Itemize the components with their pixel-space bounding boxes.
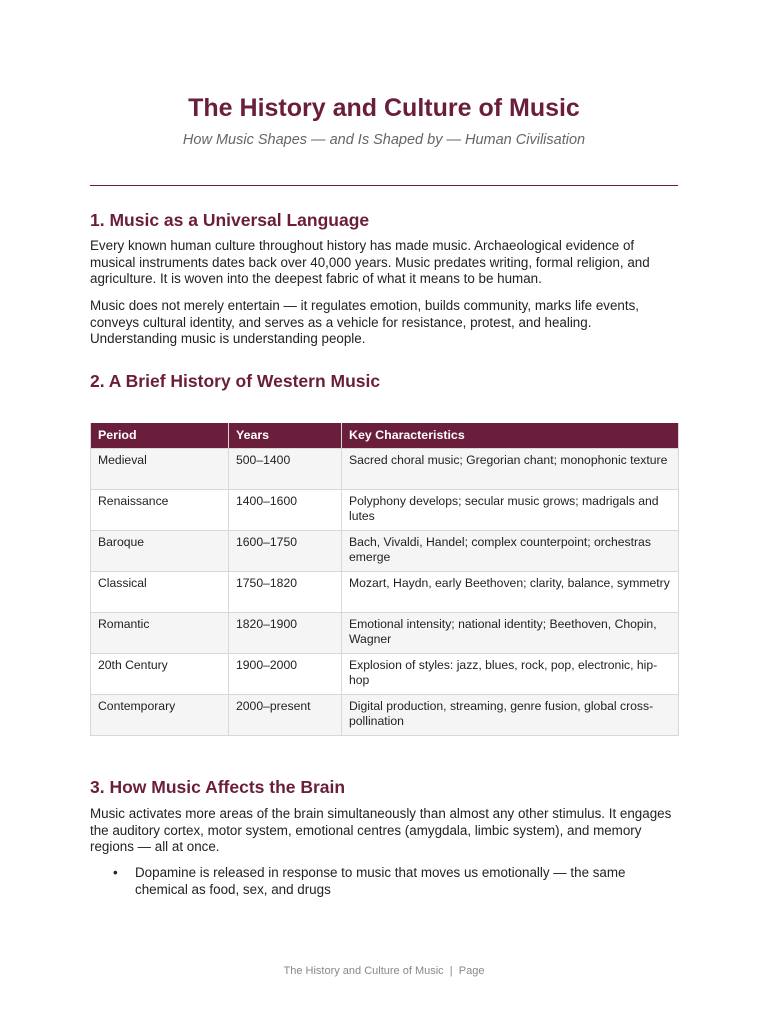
years-cell: 1820–1900 (229, 613, 342, 654)
years-cell: 1900–2000 (229, 654, 342, 695)
years-cell: 1600–1750 (229, 531, 342, 572)
section-1-paragraph-2: Music does not merely entertain — it regulates emotion, builds community, marks life events, conveys cultural identity, and serves as a vehicle for resistance, protest, and healing. Understanding music is understanding people. (90, 298, 639, 346)
column-header-years: Years (229, 423, 342, 449)
period-cell: Medieval (91, 449, 229, 490)
table-row (91, 695, 679, 736)
section-3-heading: 3. How Music Affects the Brain (90, 777, 346, 797)
years-cell: 500–1400 (229, 449, 342, 490)
characteristics-cell: Mozart, Haydn, early Beethoven; clarity, balance, symmetry (342, 572, 679, 613)
section-1-heading: 1. Music as a Universal Language (90, 210, 370, 230)
table-row (91, 531, 679, 572)
table-row (91, 654, 679, 695)
table-row (91, 490, 679, 531)
bullet-icon: • (113, 865, 118, 880)
column-header-period: Period (91, 423, 229, 449)
years-cell: 1750–1820 (229, 572, 342, 613)
document-subtitle: How Music Shapes — and Is Shaped by — Human Civilisation (182, 132, 586, 148)
table-row (91, 572, 679, 613)
period-cell: 20th Century (91, 654, 229, 695)
section-3-paragraph-1: Music activates more areas of the brain simultaneously than almost any other stimulus. It engages the auditory cortex, motor system, emotional centres (amygdala, limbic system), and memory regions — all at once. (90, 806, 672, 854)
characteristics-cell: Emotional intensity; national identity; Beethoven, Chopin, Wagner (342, 613, 679, 654)
column-header-key-characteristics: Key Characteristics (342, 423, 679, 449)
document-title: The History and Culture of Music (188, 94, 580, 122)
table-row (91, 613, 679, 654)
table-header-row (91, 423, 679, 449)
page-footer: The History and Culture of Music | Page (283, 965, 485, 977)
characteristics-cell: Polyphony develops; secular music grows; madrigals and lutes (342, 490, 679, 531)
history-table (90, 423, 679, 736)
document-page (90, 0, 678, 1024)
characteristics-cell: Explosion of styles: jazz, blues, rock, pop, electronic, hip-hop (342, 654, 679, 695)
characteristics-cell: Digital production, streaming, genre fusion, global cross-pollination (342, 695, 679, 736)
title-divider (90, 185, 678, 186)
section-2-heading: 2. A Brief History of Western Music (90, 371, 381, 391)
period-cell: Classical (91, 572, 229, 613)
period-cell: Romantic (91, 613, 229, 654)
period-cell: Contemporary (91, 695, 229, 736)
list-item-text: Dopamine is released in response to music that moves us emotionally — the same chemical as food, sex, and drugs (135, 865, 626, 897)
characteristics-cell: Sacred choral music; Gregorian chant; monophonic texture (342, 449, 679, 490)
years-cell: 2000–present (229, 695, 342, 736)
list-item (90, 865, 678, 898)
table-row (91, 449, 679, 490)
period-cell: Renaissance (91, 490, 229, 531)
years-cell: 1400–1600 (229, 490, 342, 531)
period-cell: Baroque (91, 531, 229, 572)
section-1-paragraph-1: Every known human culture throughout history has made music. Archaeological evidence of musical instruments dates back over 40,000 years. Music predates writing, formal religion, and agriculture. It is woven into the deepest fabric of what it means to be human. (90, 238, 650, 286)
bullet-list (90, 865, 678, 898)
characteristics-cell: Bach, Vivaldi, Handel; complex counterpoint; orchestras emerge (342, 531, 679, 572)
